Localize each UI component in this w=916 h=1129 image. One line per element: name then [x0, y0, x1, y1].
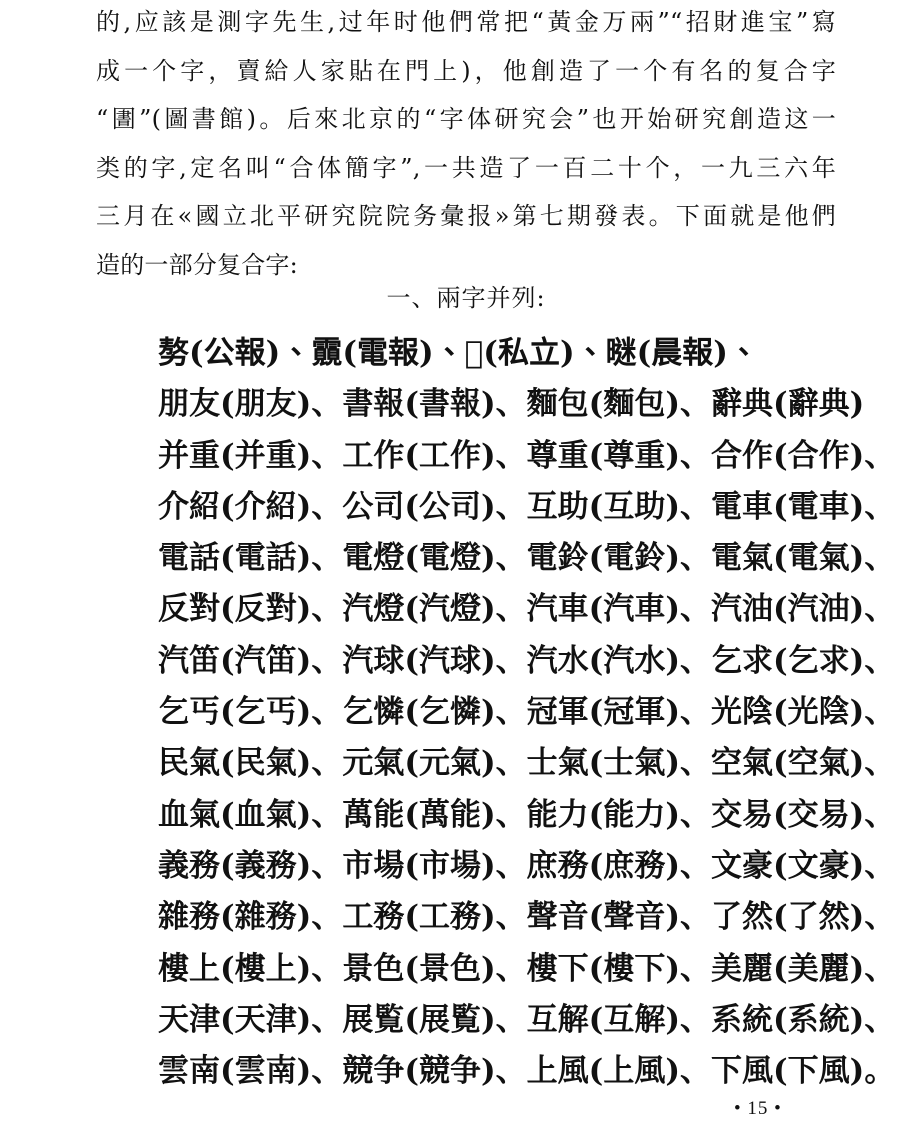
- paragraph-line: “圕”(圖書館)。后來北京的“字体研究会”也开始研究創造这一: [96, 105, 836, 134]
- compound-row: 反對(反對)、汽燈(汽燈)、汽車(汽車)、汽油(汽油)、: [158, 591, 896, 628]
- compound-row: 并重(并重)、工作(工作)、尊重(尊重)、合作(合作)、: [158, 437, 896, 474]
- compound-row: 電話(電話)、電燈(電燈)、電鈴(電鈴)、電氣(電氣)、: [158, 540, 896, 577]
- compound-row: 𠢕(公報)、䨳(電報)、𡉨(私立)、𣉢(晨報)、: [158, 335, 759, 371]
- compound-row: 雲南(雲南)、競争(競争)、上風(上風)、下風(下風)。: [158, 1053, 896, 1090]
- section-heading: 一、兩字并列:: [386, 284, 546, 312]
- compound-row: 血氣(血氣)、萬能(萬能)、能力(能力)、交易(交易)、: [158, 796, 896, 833]
- paragraph-line: 的,应該是測字先生,过年时他們常把“黃金万兩”“招財進宝”寫: [96, 8, 836, 36]
- compound-row: 朋友(朋友)、書報(書報)、麵包(麵包)、辭典(辭典): [158, 386, 865, 423]
- compound-row: 雜務(雜務)、工務(工務)、聲音(聲音)、了然(了然)、: [158, 899, 896, 936]
- paragraph-line: 类的字,定名叫“合体簡字”,一共造了一百二十个，一九三六年: [96, 153, 836, 182]
- compound-row: 介紹(介紹)、公司(公司)、互助(互助)、電車(電車)、: [158, 488, 896, 525]
- compound-row: 民氣(民氣)、元氣(元氣)、士氣(士氣)、空氣(空氣)、: [158, 745, 896, 782]
- compound-row: 汽笛(汽笛)、汽球(汽球)、汽水(汽水)、乞求(乞求)、: [158, 642, 896, 679]
- compound-row: 樓上(樓上)、景色(景色)、樓下(樓下)、美麗(美麗)、: [158, 950, 896, 987]
- paragraph-line: 成一个字，賣給人家貼在門上)，他創造了一个有名的复合字: [96, 56, 836, 85]
- body-paragraph: [96, 10, 836, 302]
- compound-row: 乞丐(乞丐)、乞憐(乞憐)、冠軍(冠軍)、光陰(光陰)、: [158, 694, 896, 731]
- page-number: • 15 •: [734, 1098, 782, 1119]
- paragraph-line: 三月在«國立北平研究院院务彙报»第七期發表。下面就是他們: [96, 202, 836, 231]
- compound-row: 天津(天津)、展覧(展覧)、互解(互解)、系統(系統)、: [158, 1001, 896, 1038]
- compound-row: 義務(義務)、市場(市場)、庶務(庶務)、文豪(文豪)、: [158, 847, 896, 884]
- compound-character-list: [158, 334, 896, 1103]
- paragraph-line: 造的一部分复合字:: [96, 250, 298, 279]
